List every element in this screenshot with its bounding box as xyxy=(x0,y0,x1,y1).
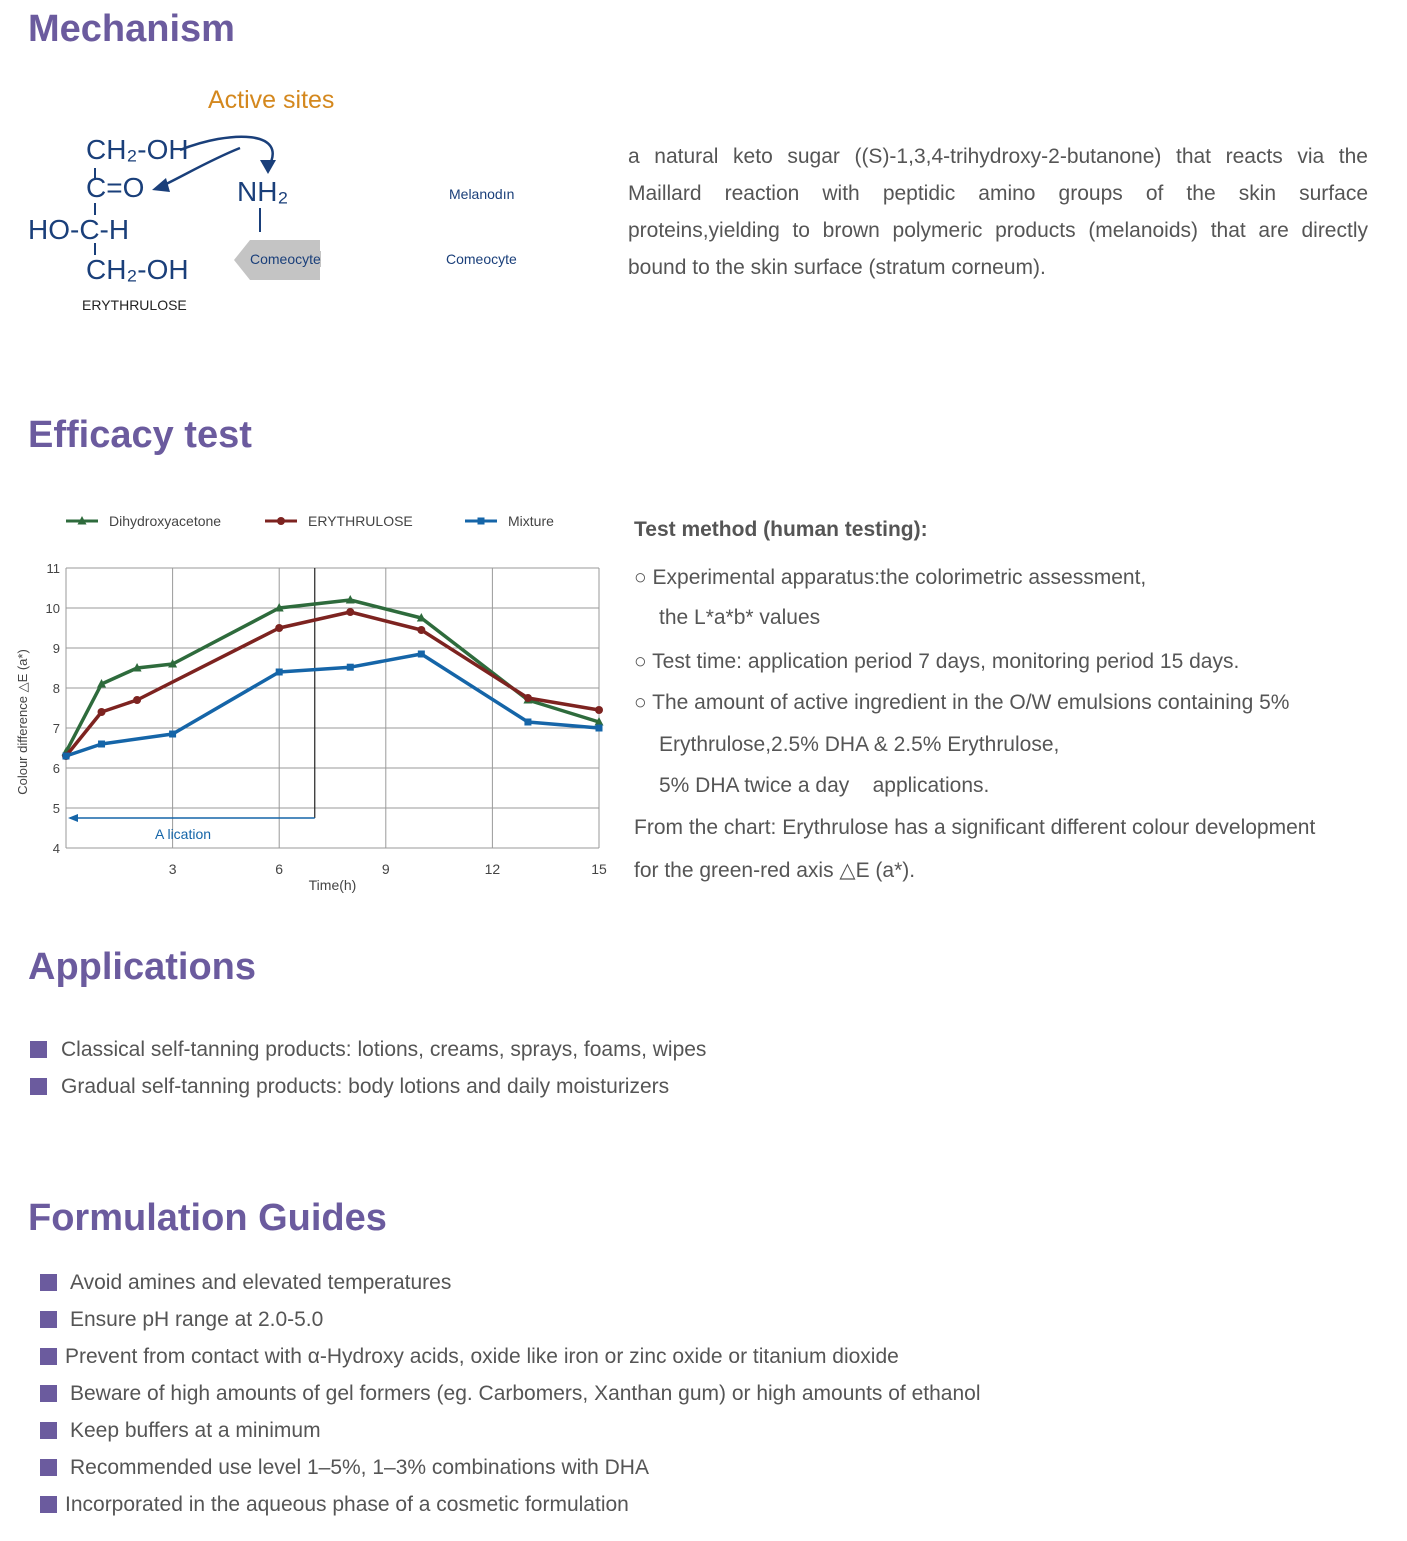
y-axis-label: Colour difference △E (a*) xyxy=(15,649,30,795)
erythrulose-label: ERYTHRULOSE xyxy=(82,297,187,313)
x-tick-label: 3 xyxy=(168,861,177,877)
legend-marker xyxy=(478,518,485,525)
series-line xyxy=(66,612,599,756)
data-point xyxy=(595,706,603,714)
comeocyte-label: Comeocyte xyxy=(446,251,517,267)
applications-list xyxy=(30,1036,706,1110)
data-point xyxy=(276,669,283,676)
nh2-label: NH₂ xyxy=(237,176,289,207)
chart-conclusion-line: From the chart: Erythrulose has a significant different colour development xyxy=(634,816,1316,839)
data-point xyxy=(98,708,106,716)
list-item: Prevent from contact with α-Hydroxy acids, oxide like iron or zinc oxide or titanium dioxide xyxy=(40,1343,981,1380)
formulation-list xyxy=(40,1269,981,1528)
data-point xyxy=(418,651,425,658)
x-axis-label: Time(h) xyxy=(308,877,357,893)
list-item: Classical self-tanning products: lotions, creams, sprays, foams, wipes xyxy=(30,1036,706,1073)
arrowhead-icon xyxy=(152,178,170,192)
legend-label: Mixture xyxy=(508,513,554,529)
mechanism-description: a natural keto sugar ((S)-1,3,4-trihydroxy-2-butanone) that reacts via the Maillard reaction with peptidic amino groups of the skin surface proteins,yielding to brown polymeric products (melanoids) that are directly bound to the skin surface (stratum corneum). xyxy=(628,145,1368,279)
list-item: Keep buffers at a minimum xyxy=(40,1417,981,1454)
data-point xyxy=(524,694,532,702)
y-tick-label: 4 xyxy=(52,841,60,856)
y-tick-label: 11 xyxy=(46,561,60,576)
formula-line-2: C=O xyxy=(86,172,145,203)
test-method-line: ○ The amount of active ingredient in the O/W emulsions containing 5% xyxy=(634,691,1290,714)
y-tick-label: 9 xyxy=(52,641,60,656)
data-point xyxy=(524,719,531,726)
data-point xyxy=(169,731,176,738)
active-sites-label: Active sites xyxy=(208,86,335,114)
data-point xyxy=(63,753,70,760)
formula-line-4: CH₂-OH xyxy=(86,254,189,285)
test-method-line: the L*a*b* values xyxy=(659,606,821,629)
legend-label: Dihydroxyacetone xyxy=(109,513,222,529)
x-tick-label: 12 xyxy=(484,861,501,877)
formula-line-3: HO-C-H xyxy=(28,214,130,245)
legend-label: ERYTHRULOSE xyxy=(308,513,413,529)
y-tick-label: 5 xyxy=(52,801,60,816)
series-line xyxy=(66,600,599,752)
formula-line-1: CH₂-OH xyxy=(86,134,189,165)
arrowhead-icon xyxy=(68,814,78,822)
y-tick-label: 8 xyxy=(52,681,60,696)
test-method-line: 5% DHA twice a day applications. xyxy=(659,774,990,797)
test-method-title: Test method (human testing): xyxy=(634,518,928,541)
section-heading-formulation: Formulation Guides xyxy=(28,1197,387,1239)
curved-arrow-to-nh2 xyxy=(180,137,273,168)
series-line xyxy=(66,654,599,756)
section-heading-applications: Applications xyxy=(28,946,257,988)
test-method-line: Erythrulose,2.5% DHA & 2.5% Erythrulose, xyxy=(659,733,1060,756)
list-item: Avoid amines and elevated temperatures xyxy=(40,1269,981,1306)
melanodin-label: Melanodın xyxy=(449,186,515,202)
chart-conclusion-line: for the green-red axis △E (a*). xyxy=(634,859,916,882)
application-annotation: A lication xyxy=(155,826,212,842)
data-point xyxy=(275,624,283,632)
list-item: Incorporated in the aqueous phase of a cosmetic formulation xyxy=(40,1491,981,1528)
section-heading-mechanism: Mechanism xyxy=(28,8,235,50)
y-tick-label: 7 xyxy=(52,721,60,736)
list-item: Ensure pH range at 2.0-5.0 xyxy=(40,1306,981,1343)
test-method-line: ○ Test time: application period 7 days, monitoring period 15 days. xyxy=(634,650,1240,673)
test-method-line: ○ Experimental apparatus:the colorimetric assessment, xyxy=(634,566,1147,589)
legend-marker xyxy=(277,517,285,525)
efficacy-line-chart xyxy=(0,500,620,900)
data-point xyxy=(98,741,105,748)
data-point xyxy=(133,696,141,704)
list-item: Gradual self-tanning products: body lotions and daily moisturizers xyxy=(30,1073,706,1110)
x-tick-label: 6 xyxy=(275,861,284,877)
y-tick-label: 6 xyxy=(52,761,60,776)
list-item: Beware of high amounts of gel formers (eg. Carbomers, Xanthan gum) or high amounts of ethanol xyxy=(40,1380,981,1417)
data-point xyxy=(596,725,603,732)
data-point xyxy=(346,608,354,616)
arrowhead-icon xyxy=(260,160,276,174)
x-tick-label: 15 xyxy=(591,861,607,877)
y-tick-label: 10 xyxy=(45,601,60,616)
comeocyte-arrow-label: Comeocyte xyxy=(250,251,321,267)
section-heading-efficacy: Efficacy test xyxy=(28,414,252,456)
data-point xyxy=(417,626,425,634)
x-tick-label: 9 xyxy=(381,861,390,877)
list-item: Recommended use level 1–5%, 1–3% combinations with DHA xyxy=(40,1454,981,1491)
data-point xyxy=(347,664,354,671)
